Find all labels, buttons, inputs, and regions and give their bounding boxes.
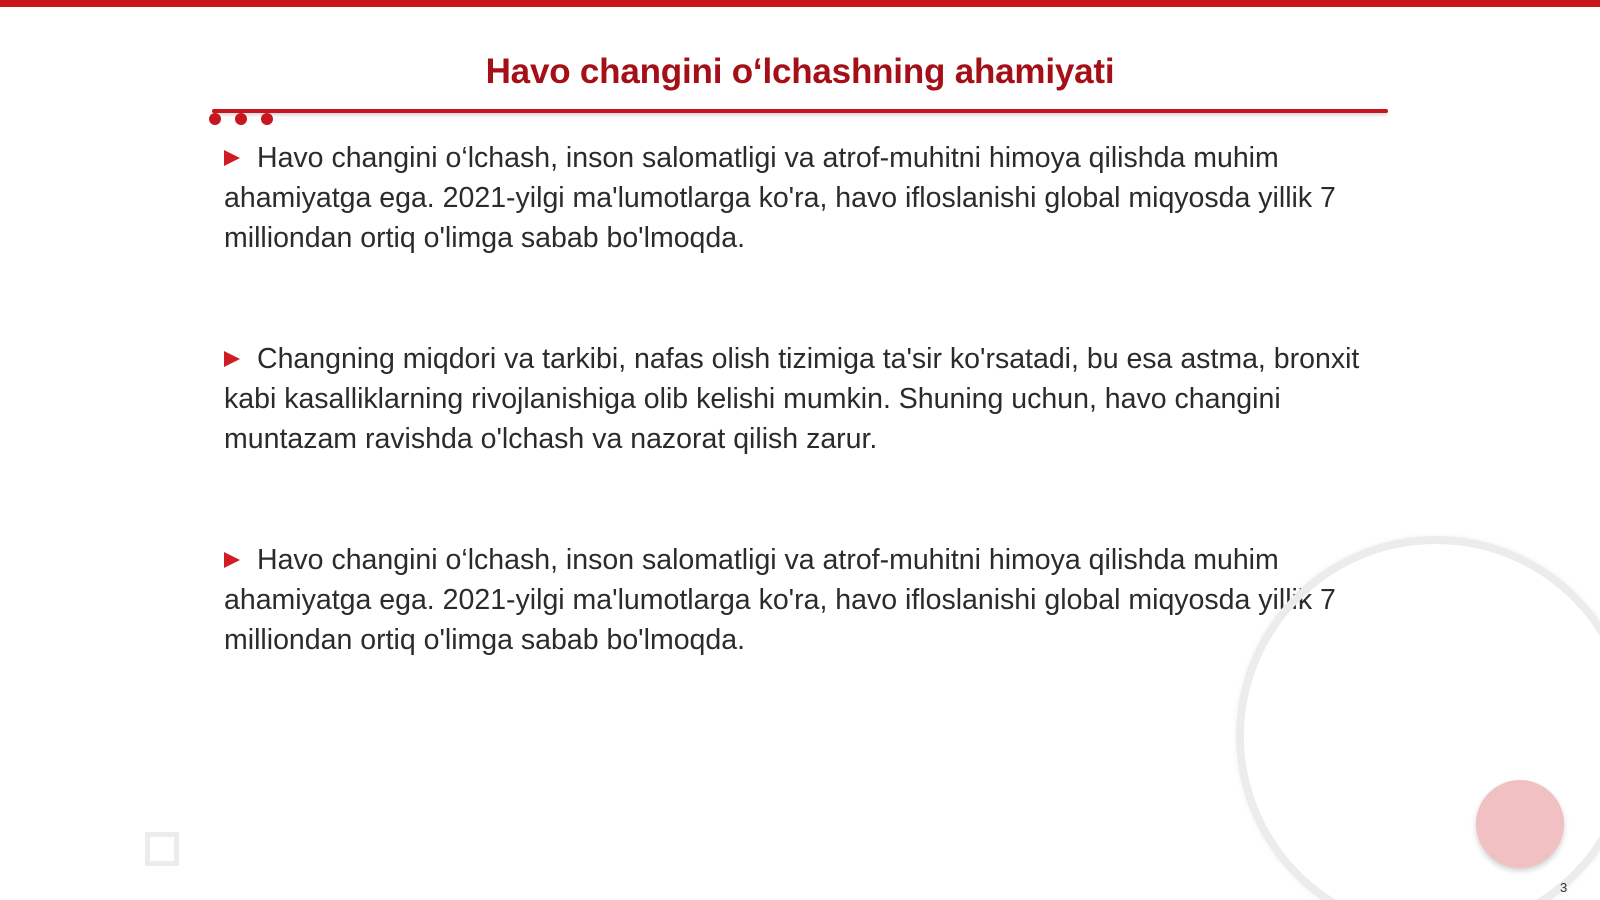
bullet-text: Changning miqdori va tarkibi, nafas olish tizimiga ta'sir ko'rsatadi, bu esa astma, bronxit kabi kasalliklarning rivojlanishiga olib kelishi mumkin. Shuning uchun, havo changini muntazam ravishda o'lchash va nazorat qilish zarur.: [224, 343, 1360, 455]
bullet-text: Havo changini o‘lchash, inson salomatligi va atrof-muhitni himoya qilishda muhim ahamiyatga ega. 2021-yilgi ma'lumotlarga ko'ra, havo ifloslanishi global miqyosda yillik 7 milliondan ortiq o'limga sabab bo'lmoqda.: [224, 544, 1336, 656]
bullet-item: [224, 540, 1404, 660]
triangle-right-icon: [224, 351, 240, 367]
top-accent-bar: [0, 0, 1600, 7]
bullet-item: [224, 339, 1404, 459]
triangle-right-icon: [224, 150, 240, 166]
decorative-circle: [1476, 780, 1564, 868]
bullet-text: Havo changini o‘lchash, inson salomatligi va atrof-muhitni himoya qilishda muhim ahamiyatga ega. 2021-yilgi ma'lumotlarga ko'ra, havo ifloslanishi global miqyosda yillik 7 milliondan ortiq o'limga sabab bo'lmoqda.: [224, 142, 1336, 254]
title-underline: [212, 109, 1388, 113]
decorative-dot: [235, 113, 247, 125]
slide-title: Havo changini o‘lchashning ahamiyati: [485, 52, 1115, 91]
page-number: 3: [1560, 880, 1568, 895]
decorative-square: [145, 832, 179, 866]
decorative-dot: [209, 113, 221, 125]
bullet-item: [224, 138, 1404, 258]
bullet-list: [224, 138, 1404, 741]
decorative-dot: [261, 113, 273, 125]
triangle-right-icon: [224, 552, 240, 568]
